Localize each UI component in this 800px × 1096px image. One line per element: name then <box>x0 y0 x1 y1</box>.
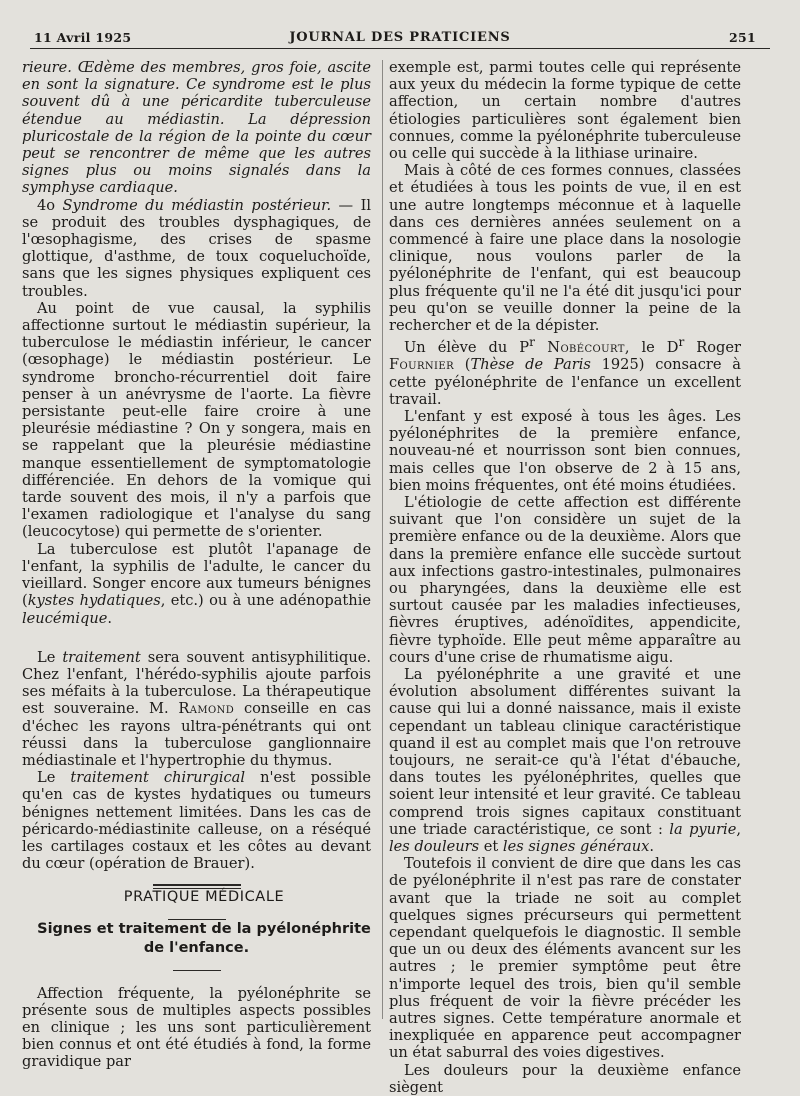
emphasis: la pyurie <box>669 820 737 838</box>
text-span: n'est possible qu'en cas de kystes hydatiques ou tumeurs bénignes nettement limitées. Dans les cas de péricardo-médiastinite calleuse, on a réséqué les cartilages costaux et les côtes au devant du cœur (opération de Brauer). <box>22 769 371 873</box>
text-span: , le D <box>624 339 679 357</box>
paragraph <box>22 769 371 872</box>
journal-title: JOURNAL DES PRATICIENS <box>289 30 511 45</box>
emphasis: traitement chirurgical <box>70 769 246 787</box>
text-span: Le <box>37 648 63 666</box>
text-span: et <box>479 838 503 855</box>
text-span: 1925) consacre à cette pyélonéphrite de l'enfance un excellent travail. <box>389 356 741 408</box>
text-span: . <box>107 609 113 627</box>
page-header <box>30 28 770 49</box>
emphasis: les signes généraux <box>502 838 650 855</box>
paragraph: Au point de vue causal, la syphilis affectionne surtout le médiastin supérieur, la tuberculose le médiastin inférieur, le cancer (œsophage) le médiastin postérieur. Le syndrome broncho-récurrentiel doit faire penser à un anévrysme de l'aorte. La fièvre persistante peut-elle faire croire à une pleurésie médiastine ? On y songera, mais en se rappelant que la pleurésie médiastine manque essentiellement de symptomatologie différenciée. En dehors de la vomique qui tarde souvent des mois, il n'y a parfois que l'examen radiologique et l'analyse du sang (leucocytose) qui permette de s'orienter. <box>22 299 371 541</box>
emphasis: leucémique <box>22 609 108 627</box>
title-rule <box>173 970 221 971</box>
superscript: r <box>678 335 685 350</box>
paragraph: Affection fréquente, la pyélonéphrite se présente sous de multiples aspects possibles en clinique ; les uns sont particulièrement bien connus et ont été étudiés à fond, la forme gravidique par <box>22 984 371 1071</box>
author-name: Ramond <box>178 700 235 718</box>
text-span: Un élève du P <box>404 339 530 357</box>
paragraph-text: rieure. Œdème des membres, gros foie, ascite en sont la signature. Ce syndrome est le plus souvent dû à une péricardite tuberculeuse étendue au médiastin. La dépression pluricostale de la région de la pointe du cœur peut se rencontrer de même que les autres signes plus ou moins signalés dans la symphyse cardiaque. <box>22 59 371 197</box>
paragraph <box>22 197 371 300</box>
paragraph <box>22 59 371 197</box>
subsection-title: Syndrome du médiastin postérieur. <box>62 196 332 214</box>
article-title: Signes et traitement de la pyélonéphrite de l'enfance. <box>37 920 371 956</box>
emphasis: Thèse de Paris <box>470 356 591 374</box>
text-span: La tuberculose est plutôt l'apanage de l'enfant, la syphilis de l'adulte, le cancer du vieillard. Songer encore aux tumeurs bénignes ( <box>22 540 371 610</box>
text-span: Le <box>37 769 71 787</box>
paragraph: Toutefois il convient de dire que dans les cas de pyélonéphrite il n'est pas rare de constater avant que la triade ne soit au complet quelques signes précurseurs qui permettent cependant quelquefois le diagnostic. Il semble que un ou deux des éléments avancent sur les autres ; le premier symptôme peut être n'importe lequel des trois, bien qu'il semble plus fréquent de voir la fièvre précéder les autres signes. Cette température anormale et inexpliquée en apparence peut accompagner un état saburral des voies digestives. <box>389 855 741 1062</box>
section-number: 4o <box>37 196 63 214</box>
text-span: , <box>736 820 741 838</box>
paragraph <box>22 541 371 627</box>
text-span: Roger <box>684 339 741 357</box>
text-span: , etc.) ou à une adénopathie <box>160 592 372 610</box>
spacer <box>22 627 371 649</box>
right-column <box>389 59 741 1096</box>
section-heading: PRATIQUE MÉDICALE <box>123 889 285 906</box>
paragraph <box>389 334 741 408</box>
page-number: 251 <box>729 30 756 45</box>
left-column <box>22 59 372 1071</box>
column-divider <box>382 60 383 1019</box>
paragraph: Les douleurs pour la deuxième enfance siègent <box>389 1061 741 1096</box>
author-name: Fournier <box>389 356 455 374</box>
paragraph <box>389 666 741 855</box>
paragraph: exemple est, parmi toutes celle qui représente aux yeux du médecin la forme typique de cette affection, un certain nombre d'autres étiologies particulières sont également bien connues, comme la pyélonéphrite tuberculeuse ou celle qui succède à la lithiase urinaire. <box>389 59 741 163</box>
paragraph: L'étiologie de cette affection est différente suivant que l'on considère un sujet de la première enfance ou de la deuxième. Alors que dans la première enfance elle succède surtout aux infections gastro-intestinales, pulmonaires ou pharyngées, dans la deuxième elle est surtout causée par les maladies infectieuses, fièvres éruptives, adénoïdites, appendicite, fièvre typhoïde. Elle peut même apparaître au cours d'une crise de rhumatisme aigu. <box>389 493 741 666</box>
text-span: conseille en cas d'échec les rayons ultra-pénétrants qui ont réussi dans la tuberculose ganglionnaire médiastinale et l'hypertrophie du thymus. <box>22 700 371 769</box>
emphasis: traitement <box>62 648 141 666</box>
text-span: ( <box>454 356 471 374</box>
paragraph: L'enfant y est exposé à tous les âges. Les pyélonéphrites de la première enfance, nouveau-né et nourrisson sont bien connues, mais celles que l'on observe de 2 à 15 ans, bien moins fréquentes, ont été moins étudiées. <box>389 407 741 494</box>
superscript: r <box>529 335 535 350</box>
paragraph: Mais à côté de ces formes connues, classées et étudiées à tous les points de vue, il en est une autre longtemps méconnue et à laquelle dans ces dernières années seulement on a commencé à faire une place dans la nosologie clinique, nous voulons parler de la pyélonéphrite de l'enfant, qui est beaucoup plus fréquente qu'il ne l'a été dit jusqu'ici pour peu qu'on se veuille donner la peine de la rechercher et de la dépister. <box>389 162 741 335</box>
emphasis: kystes hydatiques <box>27 592 161 610</box>
issue-date: 11 Avril 1925 <box>34 30 132 45</box>
text-span: . <box>649 838 654 855</box>
emphasis: les douleurs <box>389 838 480 855</box>
text-span: sera souvent antisyphilitique. Chez l'enfant, l'hérédo-syphilis ajoute parfois ses méfaits à la tuberculose. La thérapeutique est souveraine. M. <box>22 648 371 718</box>
text-span: La pyélonéphrite a une gravité et une évolution absolument différentes suivant la cause qui lui a donné naissance, mais il existe cependant un tableau clinique caractéristique quand il est au complet mais que l'on retrouve toujours, ne serait-ce qu'à l'état d'ébauche, dans toutes les pyélonéphrites, quelles que soient leur intensité et leur gravité. Ce tableau comprend trois signes capitaux constituant une triade caractéristique, ce sont : <box>389 665 741 838</box>
author-name: Nobécourt <box>534 339 625 357</box>
paragraph <box>22 649 371 769</box>
paragraph-text: — Il se produit des troubles dysphagiques, de l'œsophagisme, des crises de spasme glottique, d'asthme, de toux coqueluchoïde, sans que les signes physiques expliquent ces troubles. <box>22 196 372 300</box>
